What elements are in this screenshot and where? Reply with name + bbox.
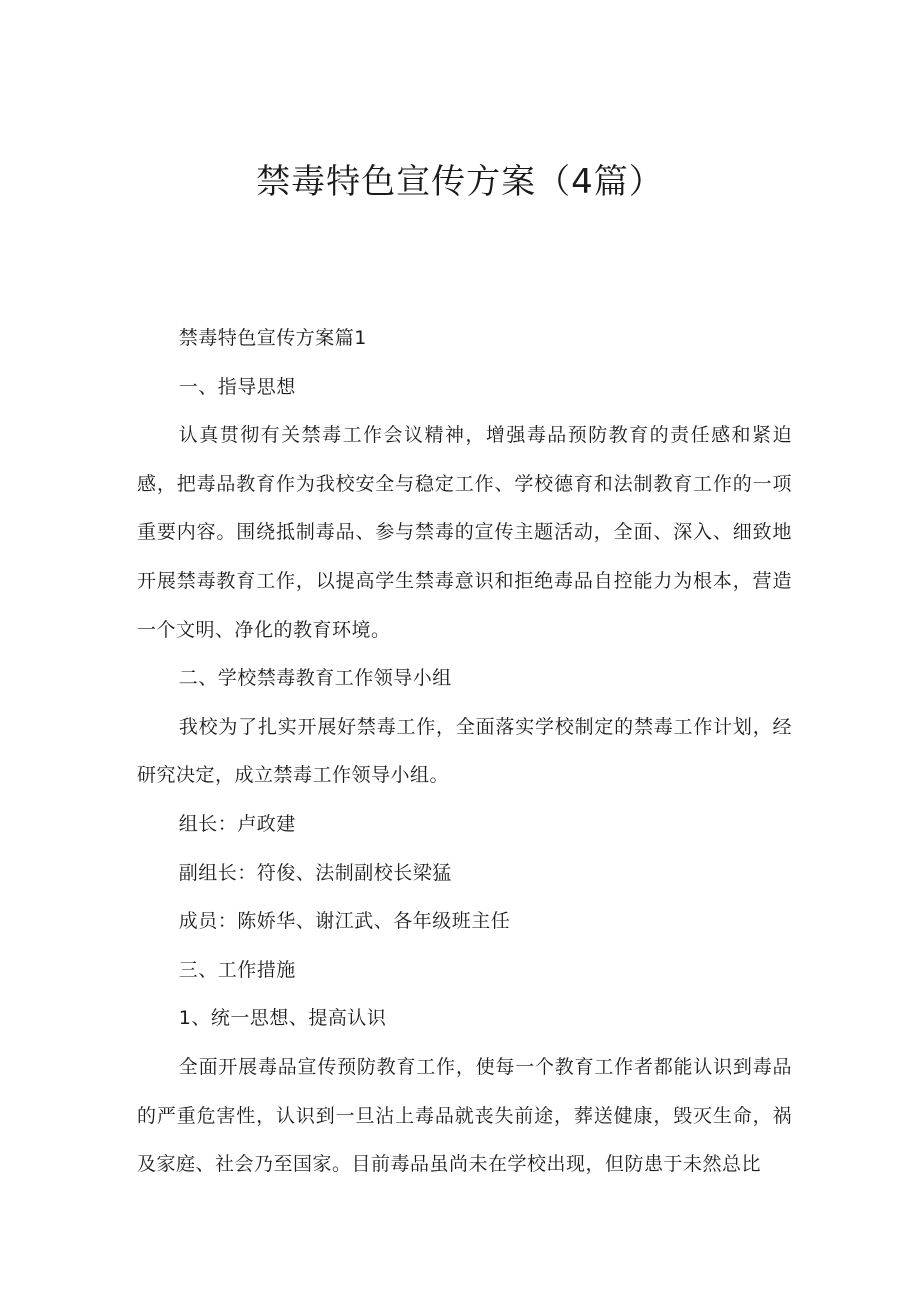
member-line: 成员：陈娇华、谢江武、各年级班主任 (178, 910, 511, 933)
body-paragraph: 认真贯彻有关禁毒工作会议精神，增强毒品预防教育的责任感和紧迫感，把毒品教育作为我校安全与稳定工作、学校德育和法制教育工作的一项重要内容。围绕抵制毒品、参与禁毒的宣传主题活动，全面、深入、细致地开展禁毒教育工作，以提高学生禁毒意识和拒绝毒品自控能力为根本，营造一个文明、净化的教育环境。 (137, 424, 792, 641)
section-heading: 一、指导思想 (178, 375, 296, 398)
section-heading: 禁毒特色宣传方案篇1 (178, 327, 367, 349)
section-heading: 三、工作措施 (178, 958, 296, 981)
subsection-heading: 1、统一思想、提高认识 (178, 1007, 387, 1030)
document-title: 禁毒特色宣传方案（4篇） (256, 162, 664, 202)
body-paragraph: 全面开展毒品宣传预防教育工作，使每一个教育工作者都能认识到毒品的严重危害性，认识到一旦沾上毒品就丧失前途，葬送健康，毁灭生命，祸及家庭、社会乃至国家。目前毒品虽尚未在学校出现，但防患于未然总比 (137, 1055, 792, 1176)
member-line: 副组长：符俊、法制副校长梁猛 (178, 861, 452, 884)
body-paragraph: 我校为了扎实开展好禁毒工作，全面落实学校制定的禁毒工作计划，经研究决定，成立禁毒工作领导小组。 (137, 715, 792, 787)
document-body (137, 314, 792, 1189)
section-heading: 二、学校禁毒教育工作领导小组 (178, 667, 452, 690)
member-line: 组长：卢政建 (178, 812, 296, 835)
